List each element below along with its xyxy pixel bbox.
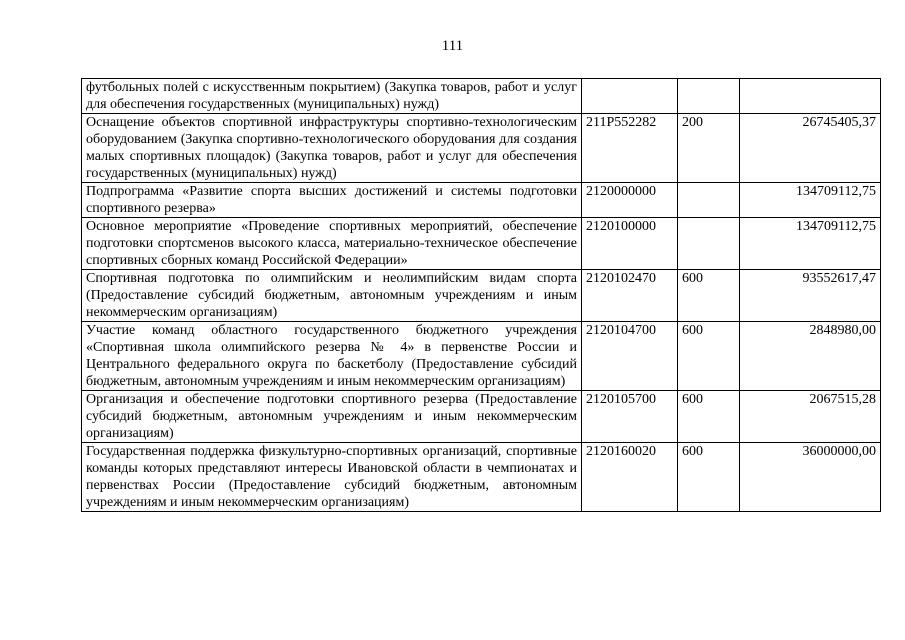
row-description: футбольных полей с искусственным покрытием) (Закупка товаров, работ и услуг для обеспечения государственных (муниципальных) нужд) bbox=[82, 79, 582, 114]
row-amount: 2067515,28 bbox=[740, 391, 881, 443]
table-row bbox=[82, 79, 881, 114]
row-amount: 134709112,75 bbox=[740, 218, 881, 270]
row-expense-type bbox=[678, 79, 740, 114]
row-expense-type: 600 bbox=[678, 391, 740, 443]
row-amount bbox=[740, 79, 881, 114]
row-target-code: 2120102470 bbox=[582, 270, 678, 322]
row-target-code: 2120160020 bbox=[582, 443, 678, 512]
row-target-code: 2120000000 bbox=[582, 183, 678, 218]
row-expense-type bbox=[678, 183, 740, 218]
table-row bbox=[82, 183, 881, 218]
table-row bbox=[82, 443, 881, 512]
row-description: Спортивная подготовка по олимпийским и неолимпийским видам спорта (Предоставление субсидий бюджетным, автономным учреждениям и иным некоммерческим организациям) bbox=[82, 270, 582, 322]
row-target-code: 2120104700 bbox=[582, 322, 678, 391]
page-number: 111 bbox=[441, 38, 464, 54]
table-row bbox=[82, 270, 881, 322]
row-amount: 93552617,47 bbox=[740, 270, 881, 322]
row-description: Подпрограмма «Развитие спорта высших достижений и системы подготовки спортивного резерва» bbox=[82, 183, 582, 218]
row-expense-type: 600 bbox=[678, 270, 740, 322]
row-description: Организация и обеспечение подготовки спортивного резерва (Предоставление субсидий бюджетным, автономным учреждениям и иным некоммерческим организациям) bbox=[82, 391, 582, 443]
budget-table bbox=[81, 78, 881, 512]
row-amount: 36000000,00 bbox=[740, 443, 881, 512]
row-description: Государственная поддержка физкультурно-спортивных организаций, спортивные команды которых представляют интересы Ивановской области в чемпионатах и первенствах России (Предоставление субсидий бюджетным, автономным учреждениям и иным некоммерческим организациям) bbox=[82, 443, 582, 512]
row-amount: 26745405,37 bbox=[740, 114, 881, 183]
row-expense-type: 200 bbox=[678, 114, 740, 183]
row-description: Участие команд областного государственного бюджетного учреждения «Спортивная школа олимпийского резерва № 4» в первенстве России и Центрального федерального округа по баскетболу (Предоставление субсидий бюджетным, автономным учреждениям и иным некоммерческим организациям) bbox=[82, 322, 582, 391]
table-row bbox=[82, 218, 881, 270]
table-row bbox=[82, 322, 881, 391]
row-description: Оснащение объектов спортивной инфраструктуры спортивно-технологическим оборудованием (Закупка спортивно-технологического оборудования для создания малых спортивных площадок) (Закупка товаров, работ и услуг для обеспечения государственных (муниципальных) нужд) bbox=[82, 114, 582, 183]
row-target-code bbox=[582, 79, 678, 114]
row-description: Основное мероприятие «Проведение спортивных мероприятий, обеспечение подготовки спортсменов высокого класса, материально-техническое обеспечение спортивных сборных команд Российской Федерации» bbox=[82, 218, 582, 270]
table-row bbox=[82, 114, 881, 183]
row-expense-type: 600 bbox=[678, 322, 740, 391]
row-target-code: 2120105700 bbox=[582, 391, 678, 443]
row-expense-type: 600 bbox=[678, 443, 740, 512]
row-amount: 2848980,00 bbox=[740, 322, 881, 391]
row-target-code: 211P552282 bbox=[582, 114, 678, 183]
row-amount: 134709112,75 bbox=[740, 183, 881, 218]
row-expense-type bbox=[678, 218, 740, 270]
table-row bbox=[82, 391, 881, 443]
row-target-code: 2120100000 bbox=[582, 218, 678, 270]
